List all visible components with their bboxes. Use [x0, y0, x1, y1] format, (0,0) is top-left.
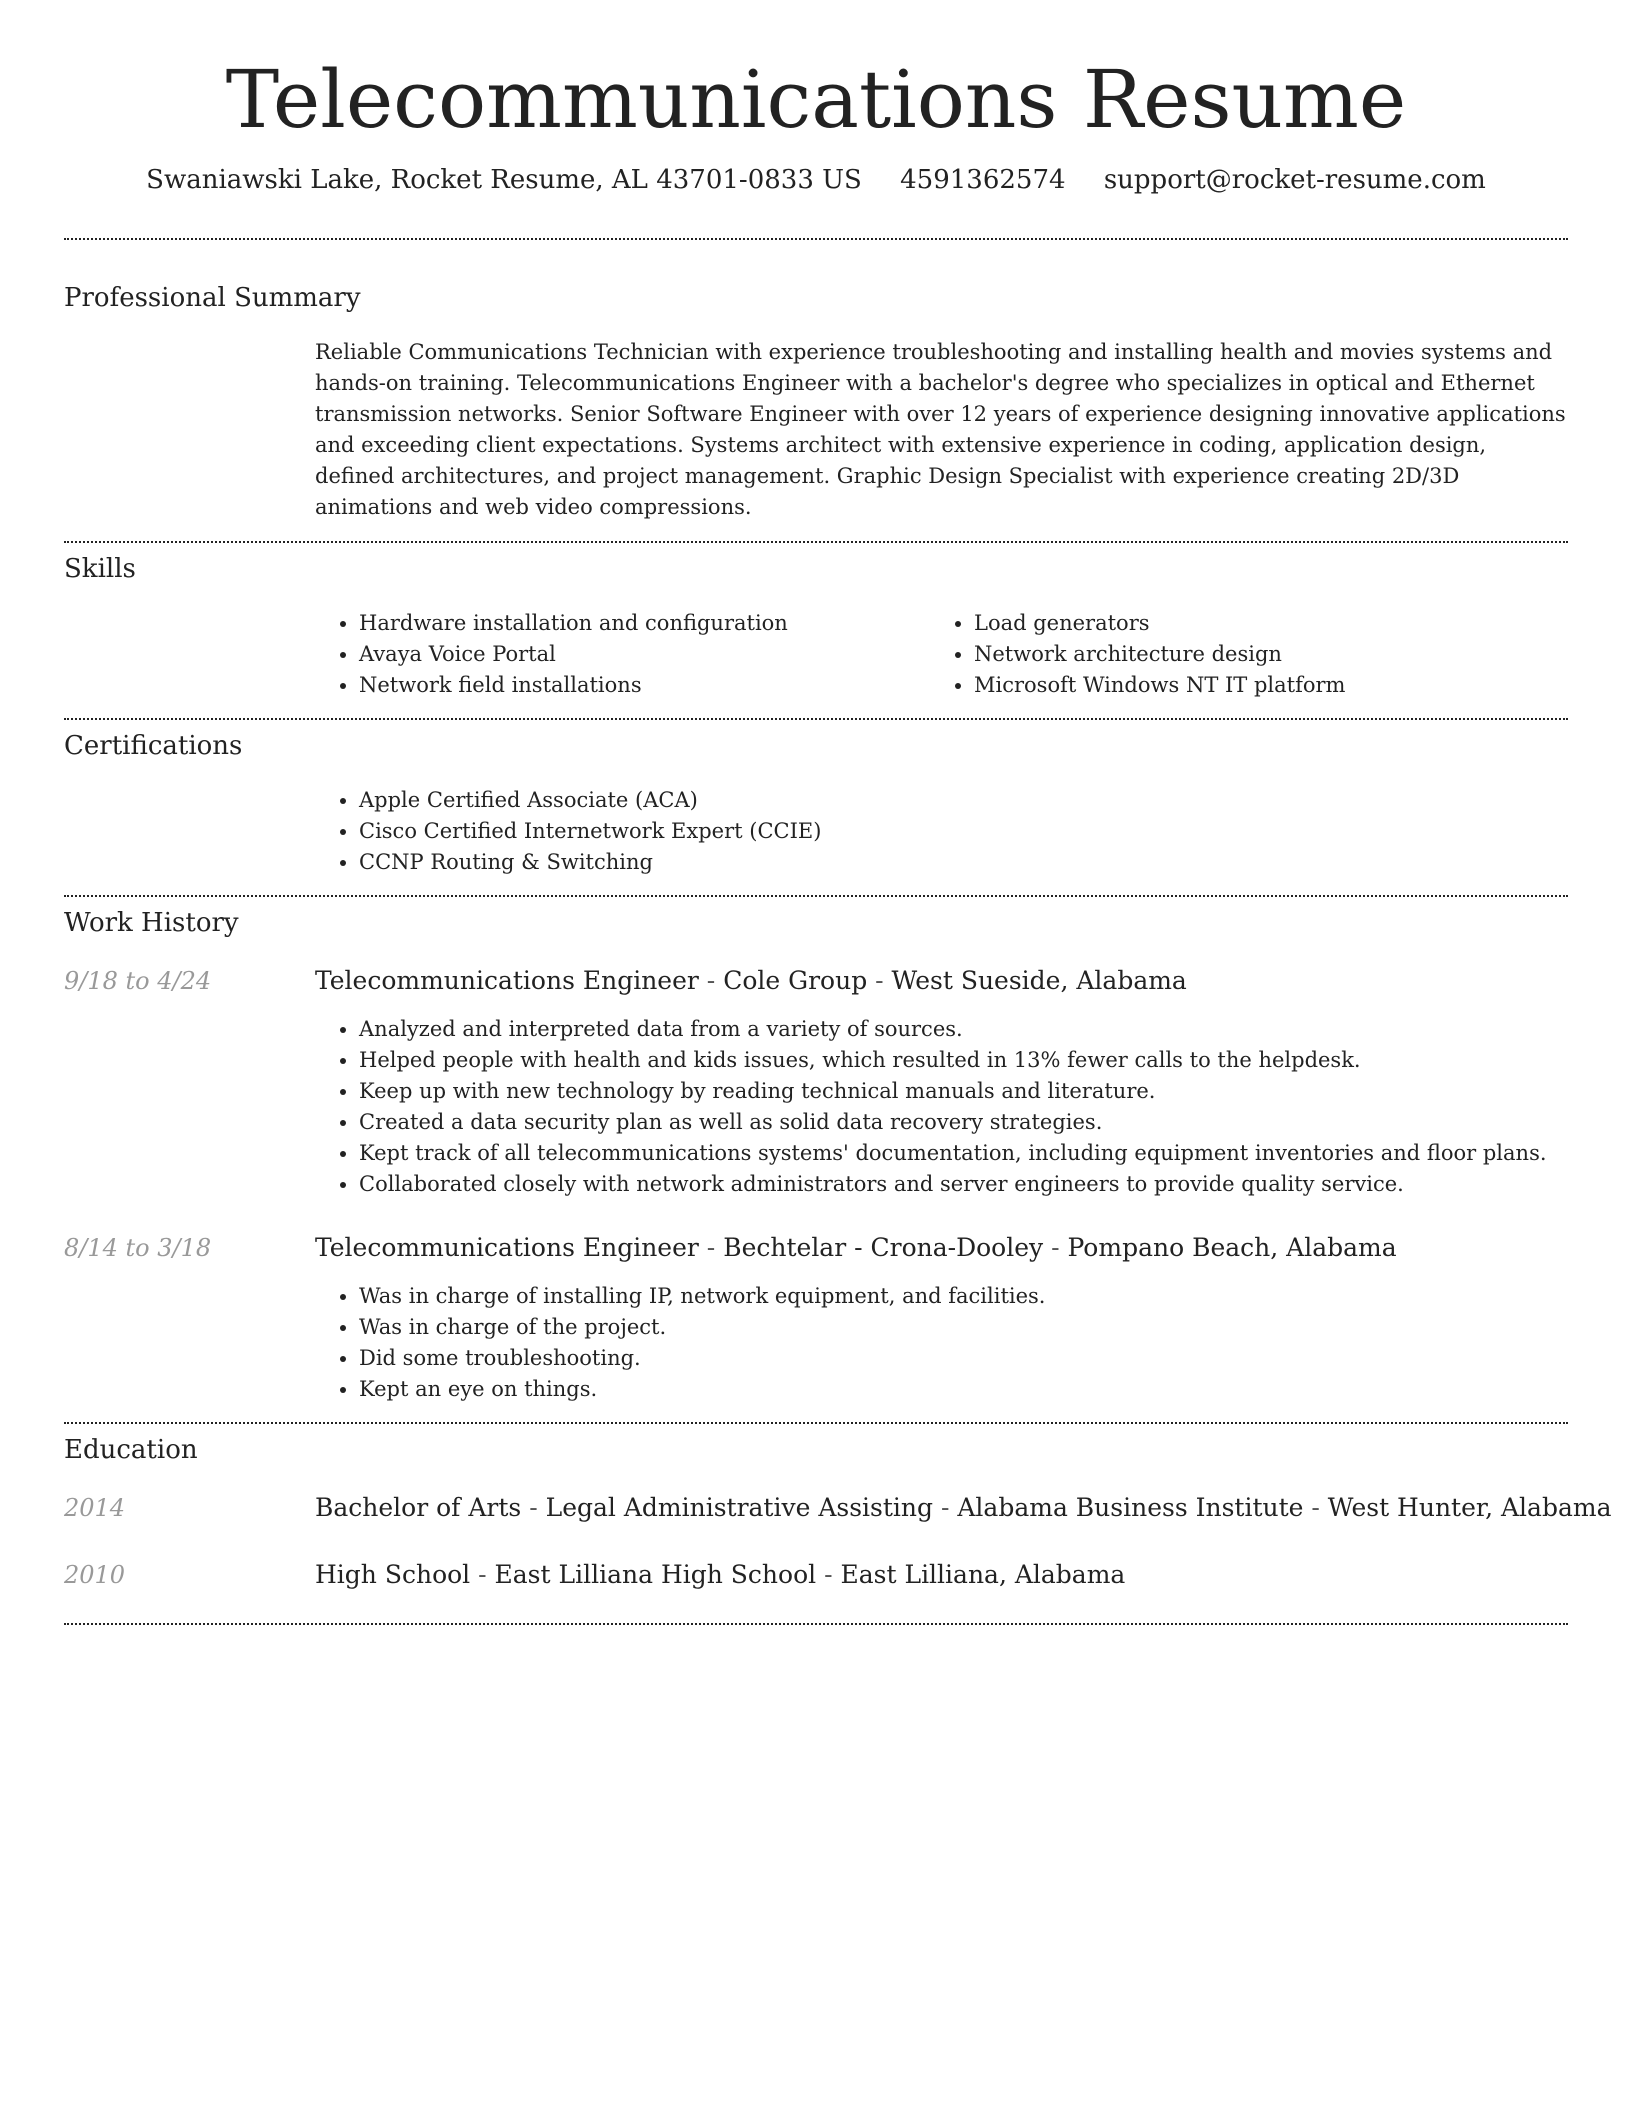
job-bullet: • Analyzed and interpreted data from a variety of sources.: [359, 1014, 1568, 1045]
skill-item: • Load generators: [974, 608, 1530, 639]
job-bullet: • Collaborated closely with network administrators and server engineers to provide quality service.: [359, 1169, 1568, 1200]
certification-item: • Apple Certified Associate (ACA): [359, 785, 1568, 816]
education-school: Alabama Business Institute: [957, 1493, 1304, 1522]
resume-header: [0, 40, 1632, 200]
contact-line: [0, 160, 1632, 200]
separator: -: [521, 1493, 546, 1522]
work-history-heading: Work History: [64, 908, 239, 938]
separator: -: [1043, 1233, 1068, 1262]
summary-text: Reliable Communications Technician with experience troubleshooting and installing health and movies systems and hands-on training. Telecommunications Engineer with a bachelor's degree who specializes in optical and Ethernet transmission networks. Senior Software Engineer with over 12 years of experience designing innovative applications and exceeding client expectations. Systems architect with extensive experience in coding, application design, defined architectures, and project management. Graphic Design Specialist with experience creating 2D/3D animations and web video compressions.: [315, 340, 1566, 519]
section-divider: [64, 541, 1568, 543]
section-divider: [64, 1422, 1568, 1424]
education-field: Legal Administrative Assisting: [545, 1493, 934, 1522]
job-bullet: • Was in charge of installing IP, network equipment, and facilities.: [359, 1281, 1568, 1312]
certifications-block: [315, 785, 1568, 878]
education-heading: Education: [64, 1435, 198, 1465]
certifications-heading: Certifications: [64, 731, 243, 761]
section-divider: [64, 895, 1568, 897]
job-location: West Sueside, Alabama: [891, 966, 1187, 995]
job-bullet: • Helped people with health and kids issues, which resulted in 13% fewer calls to the helpdesk.: [359, 1045, 1568, 1076]
job-bullet: • Kept track of all telecommunications systems' documentation, including equipment inventories and floor plans.: [359, 1138, 1568, 1169]
job-bullet: • Keep up with new technology by reading technical manuals and literature.: [359, 1076, 1568, 1107]
job-bullet: • Created a data security plan as well as solid data recovery strategies.: [359, 1107, 1568, 1138]
section-divider: [64, 238, 1568, 240]
education-year: 2010: [64, 1561, 126, 1589]
section-divider: [64, 718, 1568, 720]
skill-item: • Network architecture design: [974, 639, 1530, 670]
skills-column-right: [930, 608, 1530, 701]
job-dates: 9/18 to 4/24: [64, 967, 212, 995]
skill-item: • Avaya Voice Portal: [359, 639, 915, 670]
contact-email: support@rocket-resume.com: [1103, 165, 1486, 195]
separator: -: [1303, 1493, 1328, 1522]
skill-item: • Hardware installation and configuration: [359, 608, 915, 639]
certification-item: • Cisco Certified Internetwork Expert (CCIE): [359, 816, 1568, 847]
job-bullets: [315, 1281, 1568, 1405]
separator: -: [933, 1493, 958, 1522]
section-divider: [64, 1623, 1568, 1625]
separator: -: [698, 1233, 724, 1262]
certification-item: • CCNP Routing & Switching: [359, 847, 1568, 878]
resume-title: Telecommunications Resume: [225, 53, 1407, 146]
job-heading: [315, 1230, 1397, 1266]
summary-heading: Professional Summary: [64, 283, 361, 313]
education-location: West Hunter, Alabama: [1327, 1493, 1612, 1522]
separator: -: [470, 1560, 495, 1589]
separator: -: [867, 966, 892, 995]
skill-item: • Network field installations: [359, 670, 915, 701]
contact-phone: 4591362574: [900, 165, 1066, 195]
education-degree: Bachelor of Arts: [315, 1493, 522, 1522]
skill-item: • Microsoft Windows NT IT platform: [974, 670, 1530, 701]
education-year: 2014: [64, 1494, 126, 1522]
education-school: East Lilliana High School: [494, 1560, 817, 1589]
separator: -: [698, 966, 724, 995]
job-bullets: [315, 1014, 1568, 1200]
job-title: Telecommunications Engineer: [315, 1233, 699, 1262]
job-bullet: • Kept an eye on things.: [359, 1374, 1568, 1405]
job-company: Bechtelar - Crona-Dooley: [723, 1233, 1044, 1262]
job-dates: 8/14 to 3/18: [64, 1234, 212, 1262]
job-heading: [315, 963, 1187, 999]
education-degree: High School: [315, 1560, 471, 1589]
job-bullet: • Was in charge of the project.: [359, 1312, 1568, 1343]
contact-address: Swaniawski Lake, Rocket Resume, AL 43701-0833 US: [146, 165, 862, 195]
skills-column-left: [315, 608, 915, 701]
skills-heading: Skills: [64, 554, 136, 584]
education-entry: [315, 1490, 1611, 1526]
job-title: Telecommunications Engineer: [315, 966, 699, 995]
job-bullet: • Did some troubleshooting.: [359, 1343, 1568, 1374]
job-company: Cole Group: [723, 966, 868, 995]
separator: -: [816, 1560, 841, 1589]
education-location: East Lilliana, Alabama: [840, 1560, 1126, 1589]
summary-block: [315, 337, 1568, 523]
education-entry: [315, 1557, 1125, 1593]
job-location: Pompano Beach, Alabama: [1067, 1233, 1397, 1262]
